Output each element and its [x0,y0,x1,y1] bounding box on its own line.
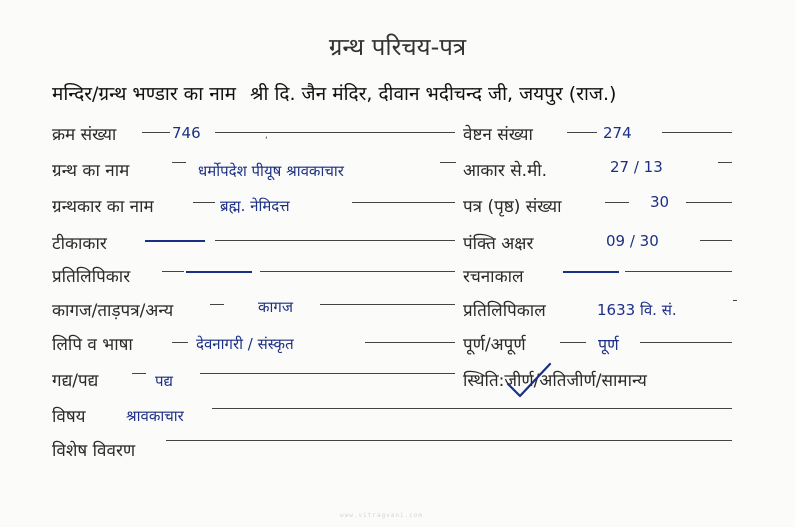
rule-line [733,300,737,301]
rule-line [193,202,215,203]
aakar-label: आकार से.मी. [463,161,548,181]
sthiti-label: स्थिति:जीर्ण/अतिजीर्ण/सामान्य [463,371,647,391]
rule-line [605,202,629,203]
blank-dash [145,240,205,242]
aakar-value: 27 / 13 [610,158,663,176]
teekakar-label: टीकाकार [52,234,107,254]
blank-dash [563,271,619,273]
rule-line [440,162,456,163]
rule-line [142,132,170,133]
rule-line [718,162,732,163]
lipi-bhasha-value: देवनागरी / संस्कृत [196,335,294,353]
page-title: ग्रन्थ परिचय-पत्र [328,33,467,61]
granthkar-label: ग्रन्थकार का नाम [52,197,154,217]
kram-sankhya-label: क्रम संख्या [52,125,117,145]
rule-line [365,342,455,343]
kagaj-label: कागज/ताड़पत्र/अन्य [52,301,174,321]
rule-line [260,271,455,272]
rule-line [172,342,188,343]
lipi-bhasha-label: लिपि व भाषा [52,335,133,355]
rule-line [166,440,732,441]
granthkar-value: ब्रह्म. नेमिदत्त [220,197,290,215]
header-label: मन्दिर/ग्रन्थ भण्डार का नाम [52,83,237,105]
gadya-padya-value: पद्य [155,372,173,390]
granth-naam-value: धर्मोपदेश पीयूष श्रावकाचार [198,162,344,180]
granth-naam-label: ग्रन्थ का नाम [52,161,130,181]
rule-line [212,408,732,409]
header-row [52,80,616,106]
watermark: www.vitragvani.com [340,512,424,519]
gadya-padya-label: गद्य/पद्य [52,371,99,391]
patra-sankhya-label: पत्र (पृष्ठ) संख्या [463,197,562,217]
rule-line [215,132,455,133]
patra-sankhya-value: 30 [650,193,670,211]
rule-line [215,240,455,241]
rule-line [700,240,732,241]
pankti-akshar-value: 09 / 30 [606,232,659,250]
vishay-value: श्रावकाचार [126,407,184,425]
pratilipikar-label: प्रतिलिपिकार [52,267,131,287]
header-value: श्री दि. जैन मंदिर, दीवान भदीचन्द जी, जयपुर (राज.) [250,83,617,105]
pankti-akshar-label: पंक्ति अक्षर [463,234,534,254]
rule-line [686,202,732,203]
pratilipikal-value: 1633 वि. सं. [597,301,677,319]
veshtan-sankhya-label: वेष्टन संख्या [463,125,533,145]
rule-line [172,162,186,163]
rule-line [162,271,184,272]
rule-line [352,202,455,203]
purna-value: पूर्ण [598,335,619,354]
rule-line [560,342,586,343]
rule-line [662,132,732,133]
rule-line [210,304,224,305]
kram-sankhya-value: 746 [172,124,201,142]
rule-line [640,342,732,343]
rule-line [132,373,146,374]
blank-dash [186,271,252,273]
veshtan-sankhya-value: 274 [603,124,632,142]
purna-label: पूर्ण/अपूर्ण [463,335,526,355]
vishesh-vivaran-label: विशेष विवरण [52,441,136,461]
rule-line [320,304,455,305]
kagaj-value: कागज [258,298,293,316]
check-mark-icon [506,360,556,400]
rule-line [200,373,455,374]
stray-mark: ‘ [265,136,268,146]
rule-line [625,271,732,272]
rachnakal-label: रचनाकाल [463,267,524,287]
rule-line [567,132,597,133]
vishay-label: विषय [52,407,86,427]
pratilipikal-label: प्रतिलिपिकाल [463,301,546,321]
